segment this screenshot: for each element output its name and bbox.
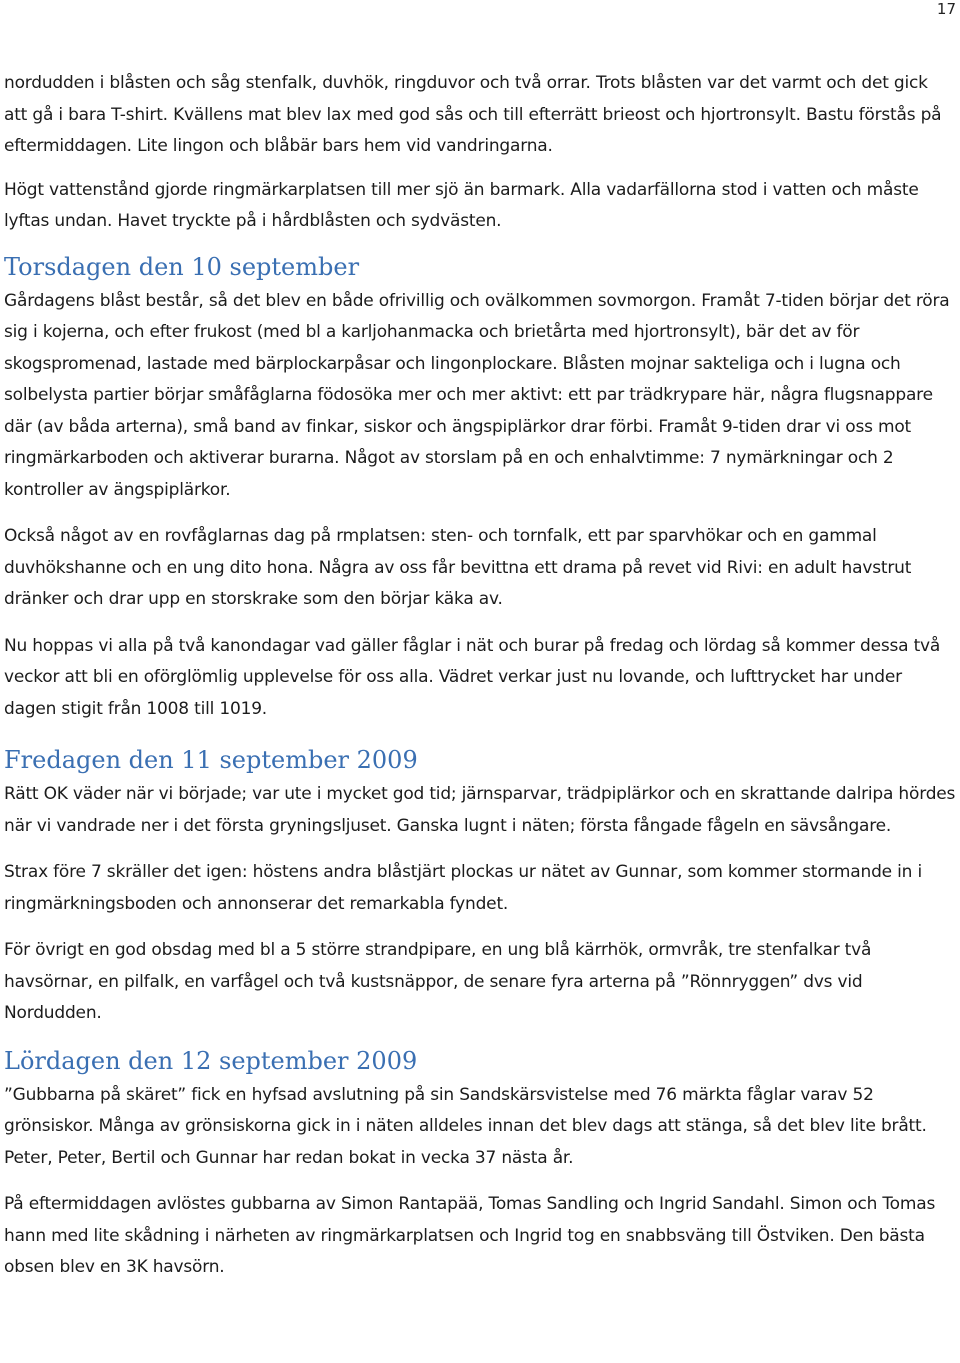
heading-lordag: Lördagen den 12 september 2009: [4, 1046, 418, 1075]
page-number: 17: [936, 0, 956, 18]
paragraph-vattenstand: Högt vattenstånd gjorde ringmärkarplatsen till mer sjö än barmark. Alla vadarfällorna stod i vatten och måste lyftas undan. Havet tryckte på i hårdblåsten och sydvästen.: [4, 179, 919, 231]
paragraph-rovfaglar: Också något av en rovfåglarnas dag på rmplatsen: sten- och tornfalk, ett par sparvhökar och en gammal duvhökshanne och en ung dito hona. Några av oss får bevittna ett drama på revet vid Rivi: en adult havstrut dränker och drar upp en storskrake som den börjar käka av.: [4, 526, 912, 609]
paragraph-blastjart: Strax före 7 skräller det igen: höstens andra blåstjärt plockas ur nätet av Gunnar, som kommer stormande in i ringmärkningsboden och annonserar det remarkabla fyndet.: [4, 862, 922, 914]
heading-torsdag: Torsdagen den 10 september: [4, 252, 360, 281]
paragraph-ratt-ok: Rätt OK väder när vi började; var ute i mycket god tid; järnsparvar, trädpiplärkor och en skrattande dalripa hördes när vi vandrade ner i det första gryningsljuset. Ganska lugnt i näten; första fångade fågeln en sävsångare.: [4, 784, 956, 836]
heading-fredag: Fredagen den 11 september 2009: [4, 746, 418, 774]
paragraph-obsdag: För övrigt en god obsdag med bl a 5 större strandpipare, en ung blå kärrhök, ormvråk, tre stenfalkar två havsörnar, en pilfalk, en varfågel och två kustsnäppor, de senare fyra arterna på ”Rönnryggen” dvs vid Nordudden.: [4, 940, 872, 1023]
paragraph-eftermiddagen: På eftermiddagen avlöstes gubbarna av Simon Rantapää, Tomas Sandling och Ingrid Sandahl. Simon och Tomas hann med lite skådning i närheten av ringmärkarplatsen och Ingrid tog en snabbsväng till Östviken. Den bästa obsen blev en 3K havsörn.: [4, 1194, 936, 1277]
document-body: [4, 68, 956, 1284]
paragraph-nordudden: nordudden i blåsten och såg stenfalk, duvhök, ringduvor och två orrar. Trots blåsten var det varmt och det gick att gå i bara T-shirt. Kvällens mat blev lax med god sås och till efterrätt brieost och hjortronsylt. Bastu förstås på eftermiddagen. Lite lingon och blåbär bars hem vid vandringarna.: [4, 73, 942, 156]
paragraph-gubbarna: ”Gubbarna på skäret” fick en hyfsad avslutning på sin Sandskärsvistelse med 76 märkta fåglar varav 52 grönsiskor. Många av grönsiskorna gick in i näten alldeles innan det blev dags att stänga, så det blev lite brått. Peter, Peter, Bertil och Gunnar har redan bokat in vecka 37 nästa år.: [4, 1084, 927, 1168]
paragraph-gardagens: Gårdagens blåst består, så det blev en både ofrivillig och ovälkommen sovmorgon. Framåt 7-tiden börjar det röra sig i kojerna, och efter frukost (med bl a karljohanmacka och brietårta med hjortronsylt), bär det av för skogspromenad, lastade med bärplockarpåsar och lingonplockare. Blåsten mojnar sakteliga och i lugna och solbelysta partier börjar småfåglarna födosöka mer och mer aktivt: ett par trädkrypare här, några flugsnappare där (av båda arterna), små band av finkar, siskor och ängspiplärkor drar förbi. Framåt 9-tiden drar vi oss mot ringmärkarboden och aktiverar burarna. Något av storslam på en och enhalvtimme: 7 nymärkningar och 2 kontroller av ängspiplärkor.: [4, 290, 950, 500]
paragraph-kanondagar: Nu hoppas vi alla på två kanondagar vad gäller fåglar i nät och burar på fredag och lördag så kommer dessa två veckor att bli en oförglömlig upplevelse för oss alla. Vädret verkar just nu lovande, och lufttrycket har under dagen stigit från 1008 till 1019.: [4, 635, 941, 719]
